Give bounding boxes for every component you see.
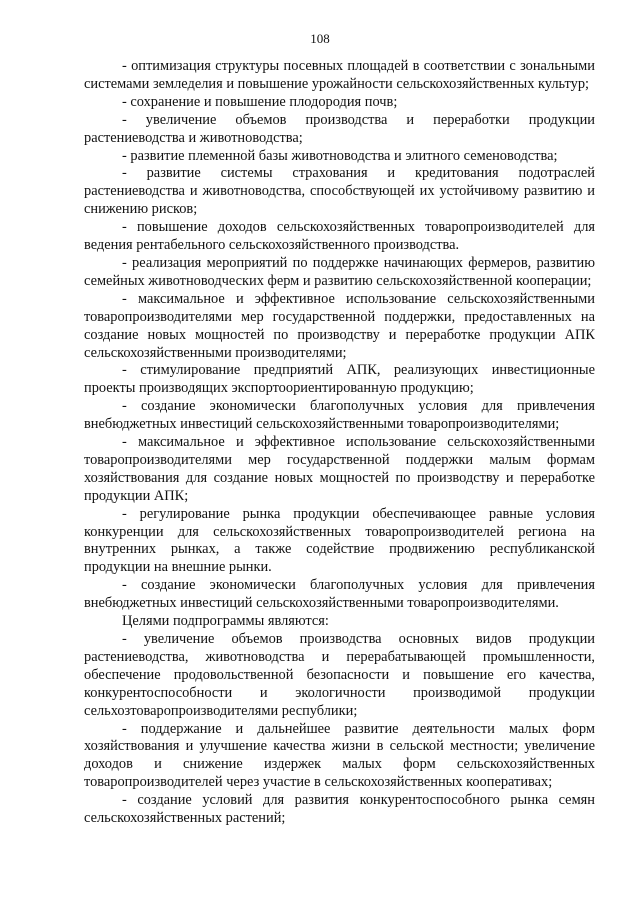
paragraph: - увеличение объемов производства основных видов продукции растениеводства, животноводства и перерабатывающей промышленности, обеспечение продовольственной безопасности и повышение его качества, конкурентоспособности и экологичности производимой продукции сельхозтоваропроизводителями республики; <box>84 631 595 719</box>
paragraph: - реализация мероприятий по поддержке начинающих фермеров, развитию семейных животноводческих ферм и развитию сельскохозяйственной кооперации; <box>84 254 595 289</box>
paragraph: - максимальное и эффективное использование сельскохозяйственными товаропроизводителями мер государственной поддержки, предоставленных на создание новых мощностей по производству и переработке продукции АПК сельскохозяйственными производителями; <box>84 290 595 361</box>
paragraph: - увеличение объемов производства и переработки продукции растениеводства и животноводства; <box>84 111 595 146</box>
page-number: 108 <box>310 31 330 46</box>
paragraph: - оптимизация структуры посевных площадей в соответствии с зональными системами земледелия и повышение урожайности сельскохозяйственных культур; <box>84 58 595 92</box>
paragraph: - создание условий для развития конкурентоспособного рынка семян сельскохозяйственных растений; <box>84 792 595 827</box>
paragraph: - создание экономически благополучных условия для привлечения внебюджетных инвестиций сельскохозяйственными товаропроизводителями. <box>84 577 595 612</box>
paragraph: - создание экономически благополучных условия для привлечения внебюджетных инвестиций сельскохозяйственными товаропроизводителями; <box>84 398 595 433</box>
paragraph: - поддержание и дальнейшее развитие деятельности малых форм хозяйствования и улучшение качества жизни в сельской местности; увеличение доходов и снижение издержек малых форм сельскохозяйственных товаропроизводителей через участие в сельскохозяйственных кооперативах; <box>84 720 595 791</box>
document-body <box>84 58 595 828</box>
paragraph: - стимулирование предприятий АПК, реализующих инвестиционные проекты производящих экспортоориентированную продукцию; <box>84 362 595 397</box>
paragraph: - регулирование рынка продукции обеспечивающее равные условия конкуренции для сельскохозяйственных товаропроизводителей региона на внутренних рынках, а также содействие продвижению республиканской продукции на внешние рынки. <box>84 505 595 576</box>
paragraph: - повышение доходов сельскохозяйственных товаропроизводителей для ведения рентабельного сельскохозяйственного производства. <box>84 219 595 254</box>
section-heading: Целями подпрограммы являются: <box>122 613 329 630</box>
paragraph: - максимальное и эффективное использование сельскохозяйственными товаропроизводителями мер государственной поддержки малым формам хозяйствования для создание новых мощностей по производству и переработке продукции АПК; <box>84 434 595 504</box>
paragraph: - сохранение и повышение плодородия почв; <box>122 93 398 110</box>
paragraph: - развитие племенной базы животноводства и элитного семеноводства; <box>122 147 558 164</box>
paragraph: - развитие системы страхования и кредитования подотраслей растениеводства и животноводства, способствующей их устойчивому развитию и снижению рисков; <box>84 165 595 218</box>
